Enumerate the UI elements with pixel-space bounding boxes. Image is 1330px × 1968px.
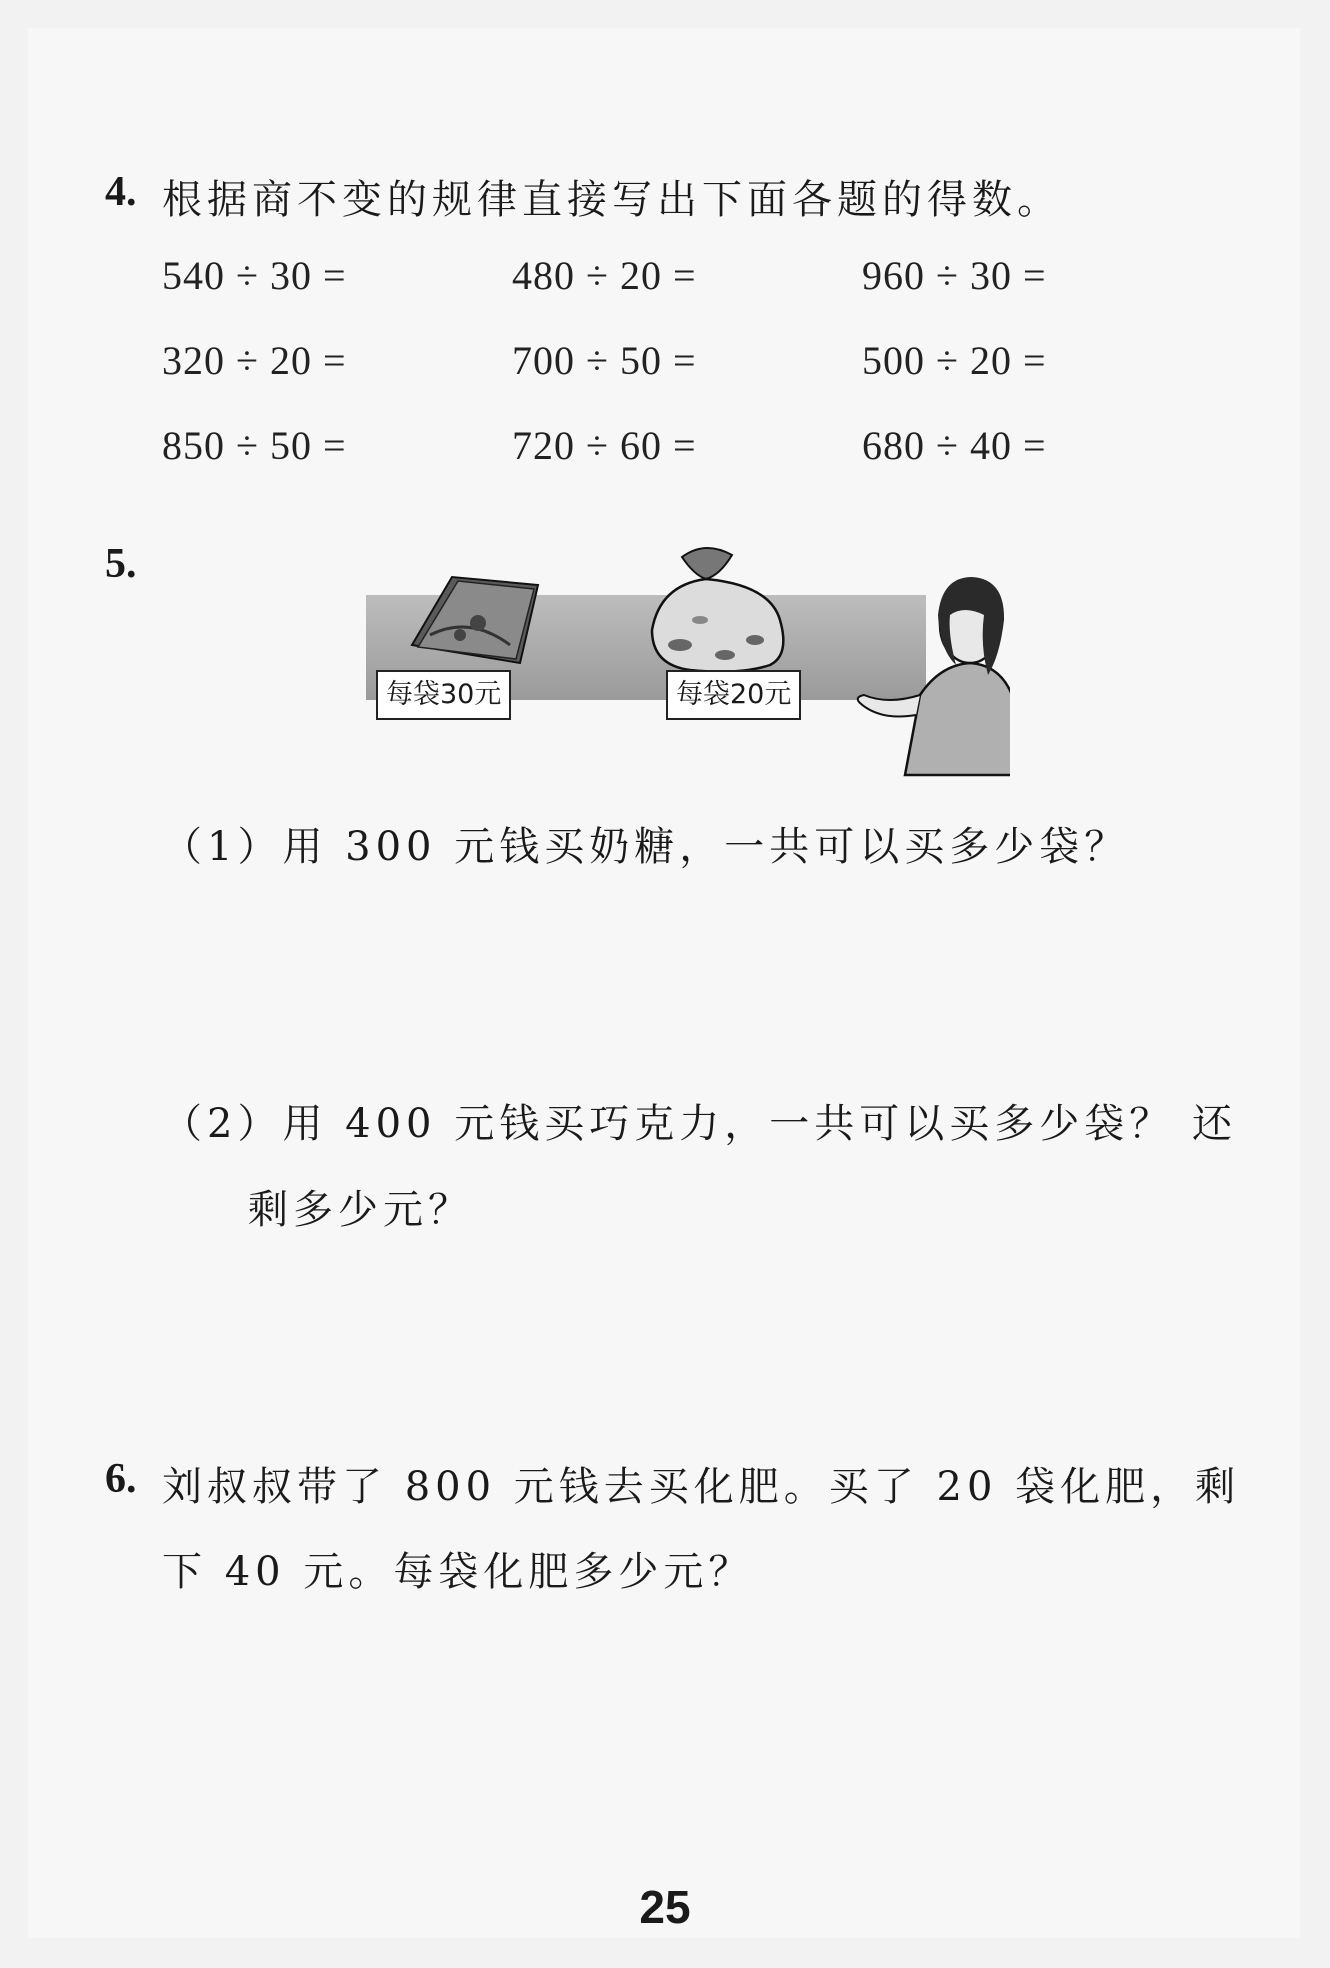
shop-scene-image bbox=[360, 535, 1010, 785]
question-5-number: 5. bbox=[105, 541, 137, 587]
question-6-text-continued: 下 40 元。每袋化肥多少元？ bbox=[162, 1549, 754, 1595]
shop-illustration bbox=[360, 535, 1010, 785]
candy-bag-icon bbox=[652, 548, 783, 672]
equation: 500 ÷ 20 = bbox=[862, 338, 1047, 383]
equation: 480 ÷ 20 = bbox=[512, 253, 697, 298]
question-4-number: 4. bbox=[105, 169, 137, 215]
equation: 320 ÷ 20 = bbox=[162, 338, 347, 383]
page-number: 25 bbox=[639, 1881, 691, 1933]
equation: 720 ÷ 60 = bbox=[512, 423, 697, 468]
question-6-number: 6. bbox=[105, 1456, 137, 1502]
question-6-text: 刘叔叔带了 800 元钱去买化肥。买了 20 袋化肥，剩 bbox=[162, 1464, 1241, 1510]
question-5-part-2-continued: 剩多少元？ bbox=[248, 1187, 473, 1233]
price-tag-chocolate: 每袋30元 bbox=[376, 670, 511, 720]
equation: 850 ÷ 50 = bbox=[162, 423, 347, 468]
worksheet-page bbox=[28, 28, 1300, 1938]
equation: 680 ÷ 40 = bbox=[862, 423, 1047, 468]
price-tag-candy: 每袋20元 bbox=[666, 670, 801, 720]
equation: 700 ÷ 50 = bbox=[512, 338, 697, 383]
question-5-part-2: （2）用 400 元钱买巧克力，一共可以买多少袋？ 还 bbox=[162, 1101, 1237, 1147]
question-5-part-1: （1）用 300 元钱买奶糖，一共可以买多少袋？ bbox=[162, 824, 1130, 870]
equation: 960 ÷ 30 = bbox=[862, 253, 1047, 298]
equation: 540 ÷ 30 = bbox=[162, 253, 347, 298]
question-4-text: 根据商不变的规律直接写出下面各题的得数。 bbox=[162, 177, 1062, 223]
